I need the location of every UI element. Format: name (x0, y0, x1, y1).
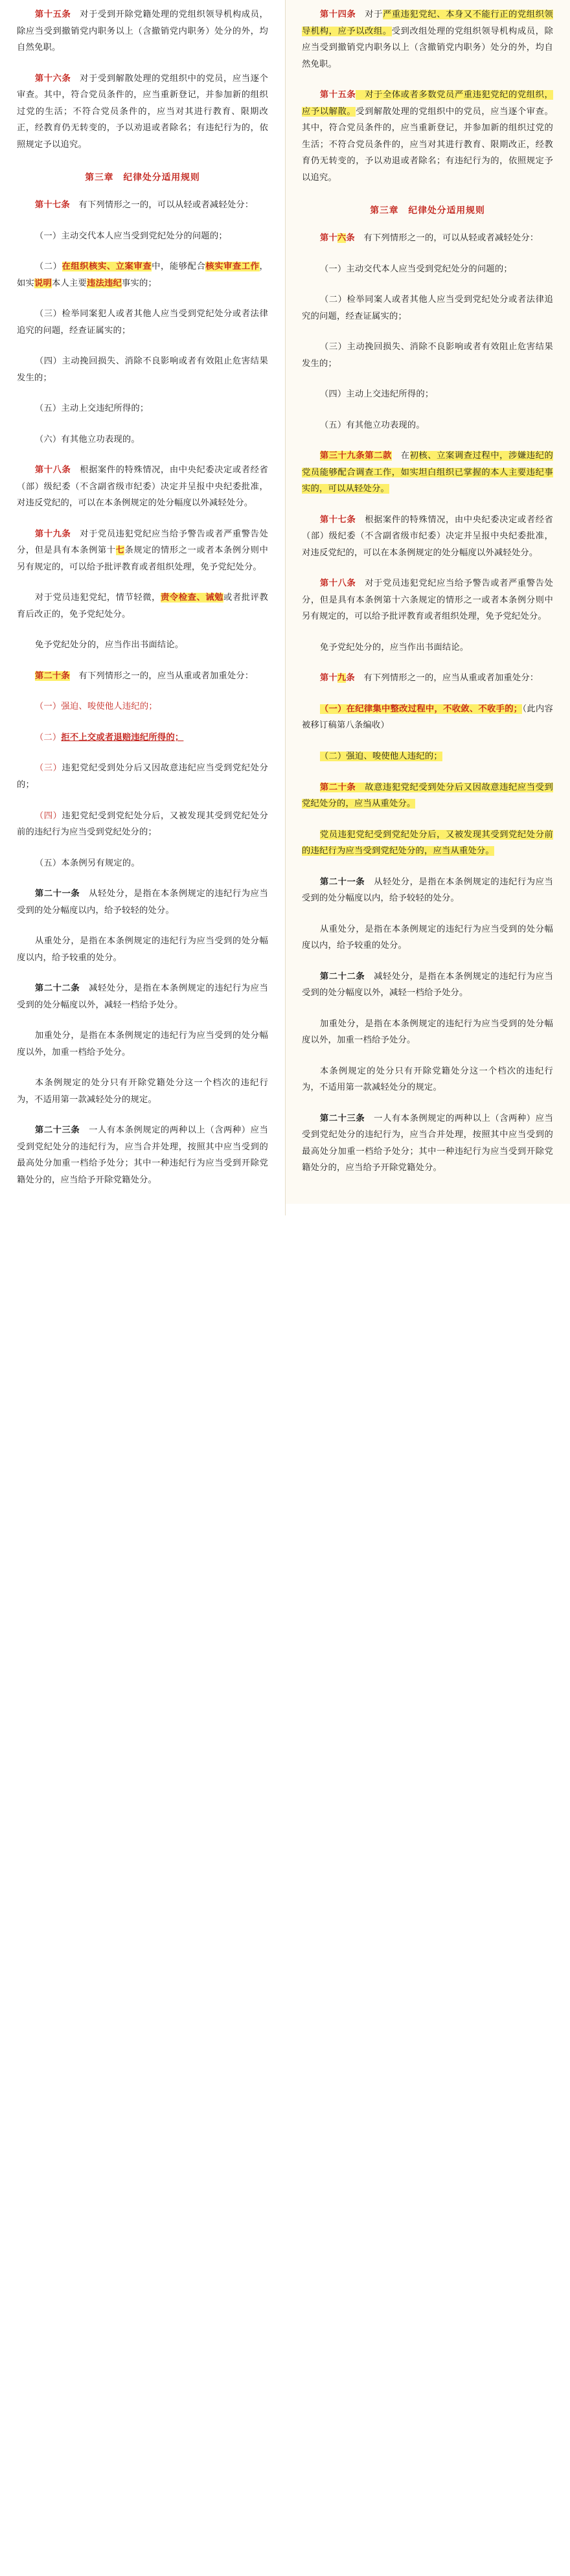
text-run: 责令检查、诫勉 (161, 593, 224, 603)
article-paragraph (17, 259, 268, 292)
chapter-heading: 第三章 纪律处分适用规则 (370, 205, 485, 216)
text-run: 案调查过程中，涉嫌违纪的党员能够配合调查工作，如实坦白组织已掌握的本人主要违纪事实的， (302, 451, 553, 494)
article-paragraph (17, 637, 268, 654)
text-run: 有下列情形之一的，可以从轻或者减轻处分： (69, 200, 254, 211)
text-run: （三）主动挽回损失、消除不良影响或者有效阻止危害结果发生的； (302, 342, 553, 369)
text-run: 第二十二条 (319, 971, 365, 982)
article-paragraph (17, 886, 268, 919)
article-paragraph (302, 292, 553, 325)
text-run: 本条例规定的处分只有开除党籍处分这一个档次的违纪行为，不适用第一款减轻处分的规定。 (302, 1066, 553, 1093)
text-run: 免予党纪处分的，应当作出书面结论。 (319, 642, 469, 652)
text-run: 根据案件的特殊情况，由中央纪委决定或者经省（部）级纪委（不含副省级市纪委）决定并呈报中央纪委批准，对违反党纪的，可以在本条例规定的处分幅度以外减轻处分。 (302, 514, 553, 558)
text-run: （一）主动交代本人应当受到党纪处分的问题的； (319, 264, 512, 274)
text-run: 应当从重处分。 (354, 799, 416, 809)
text-run: （此内容被移订稿第八条编收） (302, 704, 553, 731)
article-paragraph (302, 230, 553, 247)
text-run: （二）强迫、唆使他人违纪的； (319, 751, 442, 761)
text-run: 九 (337, 673, 347, 684)
article-paragraph (302, 670, 553, 687)
document-page (0, 0, 570, 1215)
article-paragraph (17, 1122, 268, 1188)
text-run: 第二十一条 (34, 889, 80, 899)
text-run: 对于全体或者多数党员严重违犯党纪的党组织，应予以解散。 (302, 90, 553, 117)
article-paragraph (302, 386, 553, 403)
text-run: 减轻处分，是指在本条例规定的违纪行为应当受到的处分幅度以外，减轻一档给予处分。 (17, 983, 269, 1010)
text-run: （五）本条例另有规定的。 (34, 858, 140, 868)
article-paragraph (17, 808, 268, 841)
article-paragraph (17, 1028, 268, 1061)
article-paragraph (17, 980, 268, 1013)
text-run: 本人主要 (52, 278, 87, 288)
text-run: 违法违纪 (87, 278, 122, 288)
article-paragraph (302, 6, 553, 73)
article-paragraph (17, 526, 268, 576)
text-run: 第十八条 (319, 579, 356, 589)
article-paragraph (302, 575, 553, 625)
text-run: 在 (391, 451, 410, 461)
text-run: 第二十条 (34, 671, 70, 681)
text-run: （三）检举同案犯人或者其他人应当受到党纪处分或者法律追究的问题，经查证属实的； (17, 309, 268, 336)
text-run: 第十九条 (34, 529, 71, 539)
text-run: （四）主动上交违纪所得的； (319, 389, 434, 400)
text-run: 从轻处分，是指在本条例规定的违纪行为应当受到的处分幅度以内，给予较轻的处分。 (302, 877, 554, 904)
article-paragraph (17, 71, 268, 154)
article-paragraph (302, 261, 553, 278)
article-paragraph (17, 760, 268, 793)
text-run: 根据案件的特殊情况，由中央纪委决定或者经省（部）级纪委（不含副省级市纪委）决定并呈报中央纪委批准，对违反党纪的，可以在本条例规定的处分幅度以外减轻处分。 (17, 465, 268, 509)
article-paragraph (302, 827, 553, 860)
text-run: 故意违犯党纪受到处分后又因故意违纪应当受到党纪处分的， (302, 782, 553, 809)
article-paragraph (302, 1110, 553, 1177)
text-run: 核实审查工作 (205, 262, 260, 272)
text-run: 第二十条 (319, 782, 356, 792)
article-paragraph (302, 921, 553, 954)
article-paragraph (17, 353, 268, 386)
text-run: 应当从重处分。 (433, 846, 494, 857)
text-run: （五）有其他立功表现的。 (319, 420, 425, 430)
article-paragraph (17, 462, 268, 512)
text-run: 查 (142, 262, 152, 272)
text-run: 第十五条 (34, 10, 71, 19)
text-run: 第二十一条 (319, 877, 365, 887)
article-paragraph (17, 933, 268, 966)
text-run: ，如实 (17, 262, 268, 288)
text-run: 说明 (34, 278, 52, 288)
text-run: 受到解散处理的党组织中的党员，应当逐个审查。其中，符合党员条件的，应当重新登记，并参加新的组织过党的生活；不符合党员条件的，应当对其进行教育、限期改正，经教育仍无转变的，予以劝退或者除名；有违纪行为的，依照规定予以追究。 (302, 106, 554, 183)
text-run: （一）主动交代本人应当受到党纪处分的问题的； (34, 231, 227, 241)
text-run: 七 (115, 546, 125, 556)
text-run: （一）强迫、唆使他人违纪的； (34, 702, 157, 712)
text-run: 有下列情形之一的，应当从重或者加重处分： (69, 671, 254, 681)
text-run: （二） (34, 262, 62, 272)
text-run: 从重处分，是指在本条例规定的违纪行为应当受到的处分幅度以内，给予较重的处分。 (302, 924, 553, 951)
article-paragraph (302, 417, 553, 434)
text-run: 减轻处分，是指在本条例规定的违纪行为应当受到的处分幅度以外，减轻一档给予处分。 (302, 971, 554, 998)
text-run: 初核、立 (409, 451, 446, 461)
text-run: 有下列情形之一的，可以从轻或者减轻处分： (354, 233, 539, 244)
text-run: 第十 (319, 673, 337, 684)
text-run: 中，能够配合 (152, 262, 206, 272)
column-old-text (0, 0, 285, 1215)
article-paragraph (17, 855, 268, 872)
text-run: 违犯党纪受到处分后又因故意违纪应当受到党纪处分的； (17, 763, 268, 790)
text-run: 可以从轻处分。 (328, 484, 389, 494)
text-run: 第十五条 (319, 90, 356, 100)
text-run: 第十八条 (34, 465, 71, 476)
text-run: 条规定的情形之一或者本条例分则中另有规定的，可以给予批评教育或者组织处理，免予党纪处分。 (17, 546, 269, 572)
text-run: 对于受到开除党籍处理的党组织领导机构成员，除应当受到撤销党内职务以上（含撤销党内职务）处分的外，均自然免职。 (17, 10, 268, 53)
article-paragraph (302, 448, 553, 498)
text-run: 党员违犯党纪受到党纪处分后，又被发现其受到党纪处分前的违纪行为应当受到党纪处分的， (302, 829, 553, 857)
article-paragraph (302, 969, 553, 1002)
chapter-heading: 第三章 纪律处分适用规则 (85, 172, 200, 183)
text-run: 有下列情形之一的，应当从重或者加重处分： (354, 673, 539, 684)
text-run: 加重处分，是指在本条例规定的违纪行为应当受到的处分幅度以外，加重一档给予处分。 (302, 1018, 553, 1046)
article-paragraph (17, 228, 268, 245)
text-run: 条 (346, 233, 355, 244)
article-paragraph (17, 668, 268, 685)
article-paragraph (17, 1075, 268, 1108)
article-paragraph (302, 639, 553, 656)
text-run: 一人有本条例规定的两种以上（含两种）应当受到党纪处分的违纪行为，应当合并处理，按照其中应当受到的最高处分加重一档给予处分；其中一种违纪行为应当受到开除党籍处分的，应当给予开除党籍处分。 (302, 1113, 554, 1173)
article-paragraph (302, 1016, 553, 1049)
article-paragraph (302, 701, 553, 734)
article-paragraph (302, 748, 553, 765)
text-run: 或者批评教育后改正的，免予党纪处分。 (17, 593, 268, 619)
column-new-text (285, 0, 570, 1204)
text-run: （三） (34, 763, 62, 774)
article-paragraph (302, 339, 553, 372)
text-run: 第十 (319, 233, 337, 244)
article-paragraph (302, 874, 553, 907)
article-paragraph (302, 512, 553, 562)
article-paragraph (17, 590, 268, 623)
article-paragraph (17, 400, 268, 417)
text-run: 第十四条 (319, 10, 356, 19)
article-paragraph (17, 431, 268, 448)
text-run: （二）检举同案人或者其他人应当受到党纪处分或者法律追究的问题，经查证属实的； (302, 295, 553, 321)
text-run: （五）主动上交违纪所得的； (34, 404, 149, 414)
text-run: （一）在纪律集中整改过程中， (319, 704, 444, 714)
text-run: 在组织核实、立案审 (62, 262, 143, 272)
text-run: 事实的； (122, 278, 157, 288)
text-run: 对于党员违犯党纪应当给予警告或者严重警告处分，但是具有本条例第十六条规定的情形之一或者本条例分则中另有规定的，可以给予批评教育或者组织处理，免予党纪处分。 (302, 579, 553, 622)
article-paragraph (302, 1063, 553, 1096)
text-run: 从轻处分，是指在本条例规定的违纪行为应当受到的处分幅度以内，给予较轻的处分。 (17, 889, 269, 915)
text-run: 违犯党纪受到党纪处分后，又被发现其受到党纪处分前的违纪行为应当受到党纪处分的； (17, 811, 268, 838)
text-run: 第二十三条 (319, 1113, 365, 1123)
article-paragraph (17, 306, 268, 339)
text-run: 对于党员违犯党纪应当给予警告或者严重警告处分，但是具有本条例第十 (17, 529, 268, 556)
text-run: 第三十九条第二款 (319, 451, 392, 461)
column-divider (285, 0, 286, 1215)
text-run: 本条例规定的处分只有开除党籍处分这一个档次的违纪行为，不适用第一款减轻处分的规定。 (17, 1078, 268, 1105)
text-run: 对于受到解散处理的党组织中的党员，应当逐个审查。其中，符合党员条件的，应当重新登记，并参加新的组织过党的生活；不符合党员条件的，应当对其进行教育、限期改正，经教育仍无转变的，予以劝退或者除名；有违纪行为的，依照规定予以追究。 (17, 73, 268, 150)
text-run: 拒不上交或者退赔违纪所得的； (61, 732, 184, 742)
text-run: 第二十二条 (34, 983, 80, 994)
text-run: 一人有本条例规定的两种以上（含两种）应当受到党纪处分的违纪行为，应当合并处理，按照其中应当受到的最高处分加重一档给予处分；其中一种违纪行为应当受到开除党籍处分的，应当给予开除党籍处分。 (17, 1125, 269, 1185)
text-run: （二） (34, 732, 62, 742)
text-run: 第十七条 (34, 200, 70, 211)
text-run: 第十六条 (34, 73, 71, 84)
article-paragraph (17, 6, 268, 56)
text-run: 受到改组处理的党组织领导机构成员，除应当受到撤销党内职务以上（含撤销党内职务）处分的外，均自然免职。 (302, 26, 553, 69)
text-run: 对于党员违犯党纪，情节轻微， (34, 593, 161, 603)
text-run: 免予党纪处分的，应当作出书面结论。 (34, 640, 184, 650)
text-run: （四）主动挽回损失、消除不良影响或者有效阻止危害结果发生的； (17, 356, 268, 383)
article-paragraph (302, 87, 553, 186)
text-run: 第十七条 (319, 514, 356, 525)
text-run: 加重处分，是指在本条例规定的违纪行为应当受到的处分幅度以外，加重一档给予处分。 (17, 1031, 268, 1057)
article-paragraph (302, 779, 553, 812)
text-run: 第二十三条 (34, 1125, 80, 1136)
article-paragraph (17, 698, 268, 715)
text-run: 对于 (356, 10, 383, 19)
text-run: （四） (34, 811, 62, 821)
text-run: 应予以改组。 (337, 26, 392, 36)
text-run: 本身又不能行正的党组织领导机构， (302, 10, 553, 36)
article-paragraph (17, 197, 268, 214)
text-run: （六）有其他立功表现的。 (34, 434, 140, 444)
text-run: 六 (337, 233, 347, 244)
text-run: 不收敛、不收手的； (443, 704, 523, 714)
text-run: 条 (346, 673, 355, 684)
article-paragraph (17, 730, 268, 746)
text-run: 从重处分，是指在本条例规定的违纪行为应当受到的处分幅度以内，给予较重的处分。 (17, 936, 268, 963)
text-run: 严重违犯党纪、 (382, 10, 446, 19)
